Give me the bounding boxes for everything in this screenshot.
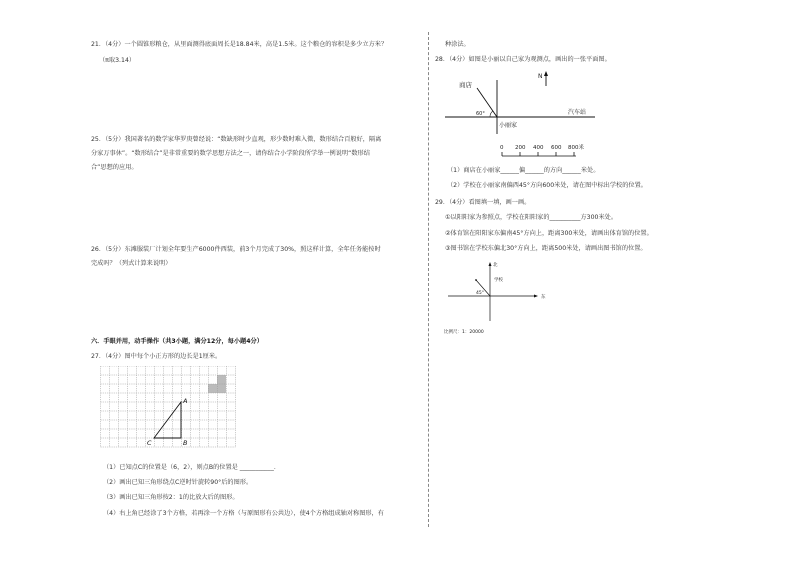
q28-sub1: （1）商店在小丽家______偏______的方向______米处。 <box>447 167 600 174</box>
q27-continuation: 种涂法。 <box>445 41 470 48</box>
east-arrow-icon <box>534 295 538 298</box>
scale-bar <box>502 152 576 156</box>
q28-title: 28．（4分）如图是小丽以自己家为观测点，画出的一张平面图。 <box>435 56 611 63</box>
shaded-square <box>217 375 226 384</box>
scale-tick-label: 200 <box>515 145 526 151</box>
label-a: A <box>183 397 188 405</box>
q28-sub2: （2）学校在小丽家南偏西45°方向600米处，请在图中标出学校的位置。 <box>447 182 647 189</box>
station-label: 汽车站 <box>568 109 587 116</box>
north-label: N <box>538 73 543 80</box>
q25-line2: 分家万事休”。“数形结合”是非常重要的数学思想方法之一，请你结合小学阶段所学举一例说明“数形结 <box>91 150 370 157</box>
q27-title: 27．（4分）图中每个小正方形的边长是1厘米。 <box>91 353 222 360</box>
scale-tick-label: 600 <box>551 145 562 151</box>
q27-sub4: （4）右上角已经涂了3个方格，若再涂一个方格（与原图形有公共边），使4个方格组成轴对称图形，有 <box>103 510 384 517</box>
angle-label: 60° <box>476 111 485 117</box>
q29-figure <box>440 256 550 338</box>
section-6-heading: 六．手眼并用，动手操作（共3小题，满分12分，每小题4分） <box>91 338 263 345</box>
home-label: 小丽家 <box>499 122 518 129</box>
label-c: C <box>147 439 152 447</box>
east-label: 东 <box>541 295 546 300</box>
q26-line2: 完成吗？（列式计算来说明） <box>91 260 172 267</box>
q29-sub2: ②体育馆在阳阳家东偏南45°方向上，距离300米处，请画出体育馆的位置。 <box>445 230 653 237</box>
q27-grid-figure <box>100 366 245 456</box>
q29-sub3: ③图书馆在学校东偏北30°方向上，距离500米处，请画出图书馆的位置。 <box>445 245 647 252</box>
q27-sub2: （2）画出已知三角形绕点C逆时针旋转90°后的图形。 <box>103 479 253 486</box>
q29-title: 29．（4分）看图填一填，画一画。 <box>435 199 531 206</box>
scale-tick-label: 800米 <box>568 145 584 151</box>
scale-tick-label: 400 <box>533 145 544 151</box>
q27-sub3: （3）画出已知三角形按2：1的比放大后的图形。 <box>103 494 239 501</box>
q28-map <box>440 68 615 163</box>
store-label: 商店 <box>459 81 472 89</box>
q27-sub1: （1）已知点C的位置是（6，2），则点B的位置是 ___________． <box>103 464 281 471</box>
column-divider <box>428 32 429 527</box>
scale-label: 比例尺：1：20000 <box>444 330 484 335</box>
q25-line3: 合”思想的应用。 <box>91 164 138 171</box>
school-point <box>475 279 477 281</box>
shaded-square <box>208 384 217 393</box>
label-b: B <box>183 439 188 447</box>
q21-line1: 21．（4分）一个圆锥形粮仓，从里面测得底面周长是18.84米，高是1.5米。这个粮仓的容积是多少立方米？ <box>91 41 388 48</box>
school-label: 学校 <box>494 278 503 283</box>
angle-label: 45° <box>476 291 484 296</box>
shaded-square <box>217 384 226 393</box>
north-label: 北 <box>493 263 498 268</box>
q29-sub1: ①以阳阳家为参照点，学校在阳阳家的__________方300米处。 <box>445 214 618 221</box>
north-arrow-icon <box>489 262 492 266</box>
q26-line1: 26．（5分）东滩服装厂计划全年要生产6000件西装，前3个月完成了30%，照这样计算，全年任务能按时 <box>91 246 381 253</box>
q21-line2: （π取3.14） <box>99 57 136 64</box>
q25-line1: 25．（5分）我国著名的数学家华罗庚曾经说：“数缺形时少直观，形少数时难入微，数形结合百般好，隔离 <box>91 136 382 143</box>
scale-tick-label: 0 <box>500 145 504 151</box>
north-arrow-head-icon <box>544 71 548 76</box>
